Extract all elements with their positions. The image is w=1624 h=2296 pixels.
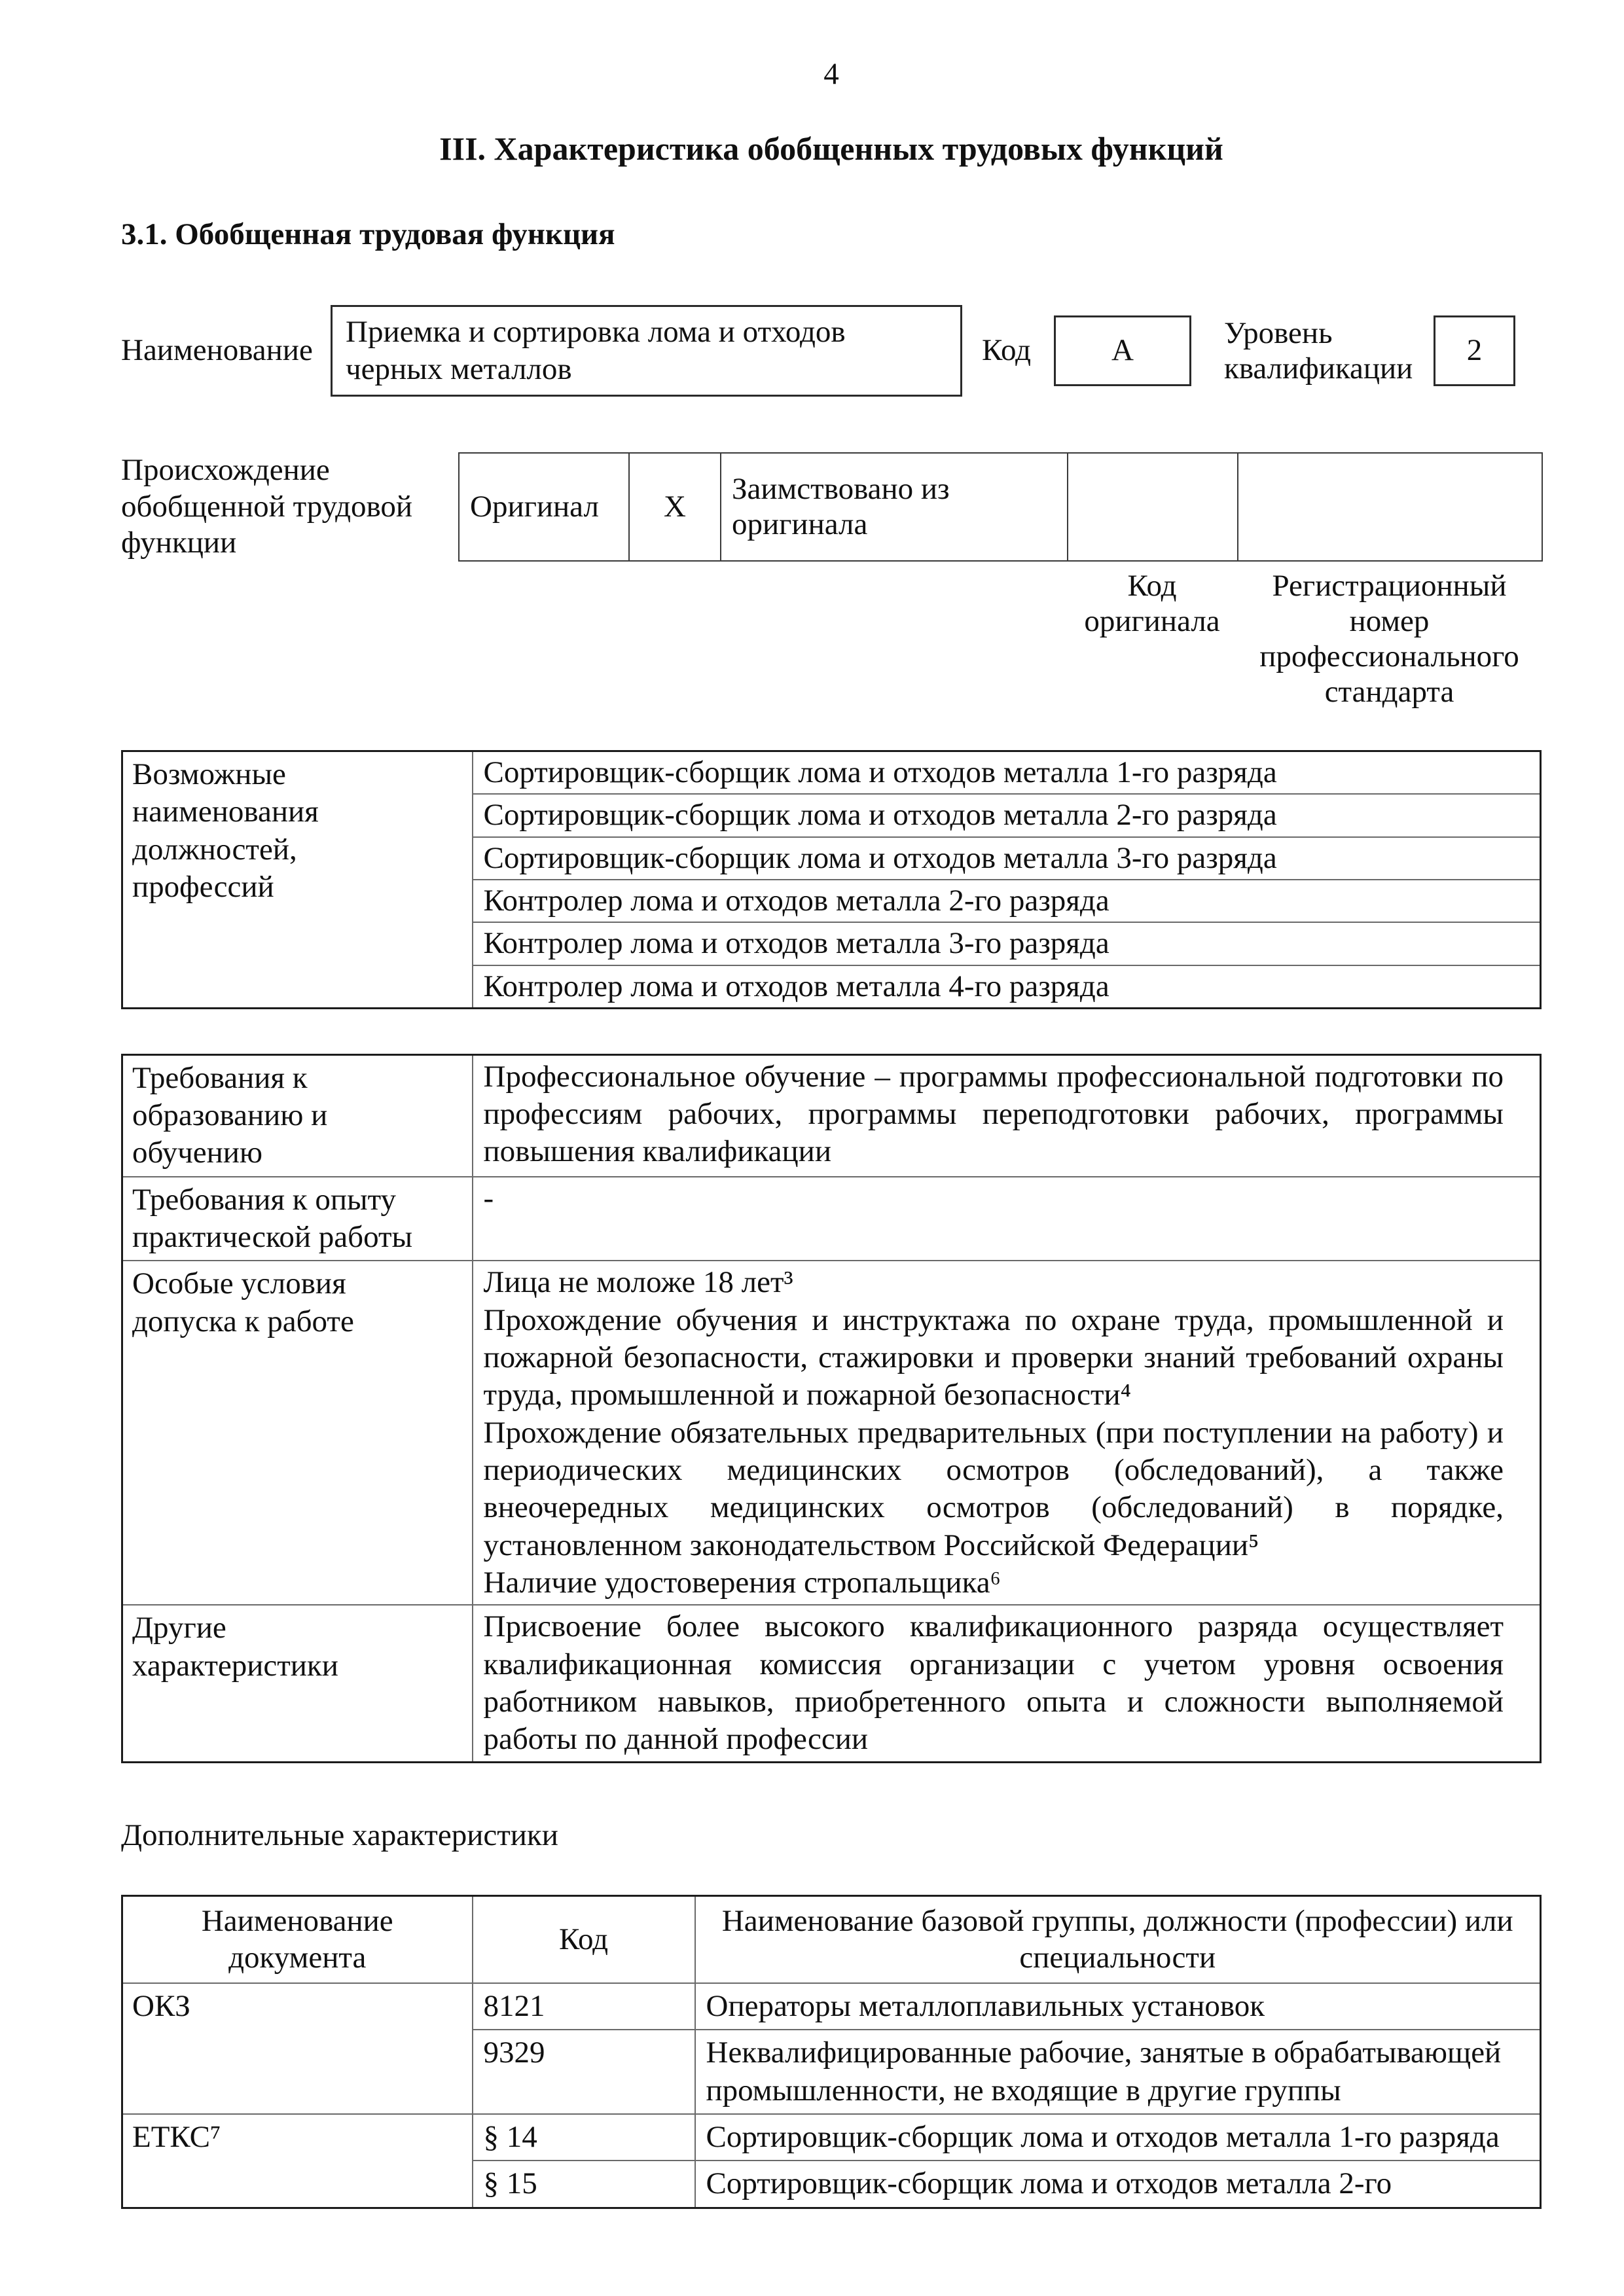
origin-mark-cell: X: [629, 453, 721, 560]
page-number: 4: [823, 57, 839, 91]
special-conditions-paragraph: Прохождение обязательных предварительных (при поступлении на работу) и периодических медицинских осмотров (обследований), а также внеочередных медицинских осмотров (обследований) в порядке, установленном законодательством Российской Федерации⁵: [483, 1415, 1504, 1562]
other-characteristics-label: Другие характеристики: [122, 1605, 473, 1762]
table-row: [122, 2114, 1541, 2161]
origin-borrowed-cell: Заимствовано из оригинала: [721, 453, 1068, 560]
column-header-document: Наименование документа: [122, 1896, 473, 1983]
origin-row: [121, 452, 1542, 561]
qualification-level-label: Уровень квалификации: [1224, 315, 1413, 386]
education-requirements-value: Профессиональное обучение – программы профессиональной подготовки по профессиям рабочих, программы переподготовки рабочих, программы повышения квалификации: [473, 1054, 1541, 1176]
document-cell: ЕТКС⁷: [122, 2114, 473, 2208]
job-titles-table: [121, 750, 1542, 1009]
name-label: Наименование: [121, 333, 313, 368]
function-name-row: [121, 305, 1542, 397]
origin-original-cell: Оригинал: [459, 453, 629, 560]
code-label: Код: [982, 333, 1032, 368]
document-cell: ОКЗ: [122, 1983, 473, 2114]
job-title-item: Сортировщик-сборщик лома и отходов металла 3-го разряда: [473, 837, 1541, 880]
qualification-level-box: 2: [1434, 315, 1515, 386]
special-conditions-paragraph: Лица не моложе 18 лет³: [483, 1265, 793, 1300]
special-conditions-paragraph: Прохождение обучения и инструктажа по охране труда, промышленной и пожарной безопасности, стажировки и проверки знаний требований охраны труда, промышленной и пожарной безопасности⁴: [483, 1302, 1504, 1412]
additional-characteristics-title: Дополнительные характеристики: [121, 1818, 558, 1852]
group-name-cell: Сортировщик-сборщик лома и отходов металла 2-го: [695, 2161, 1541, 2208]
job-title-item: Контролер лома и отходов металла 4-го разряда: [473, 965, 1541, 1009]
subsection-title: 3.1. Обобщенная трудовая функция: [121, 217, 615, 252]
code-cell: § 14: [473, 2114, 695, 2161]
table-row: [122, 1983, 1541, 2030]
code-cell: 9329: [473, 2030, 695, 2114]
special-conditions-label: Особые условия допуска к работе: [122, 1261, 473, 1605]
name-value: Приемка и сортировка лома и отходов черных металлов: [346, 314, 846, 386]
additional-characteristics-table: [121, 1895, 1542, 2209]
origin-regnumber-caption: Регистрационный номер профессионального стандарта: [1259, 568, 1519, 709]
group-name-cell: Операторы металлоплавильных установок: [695, 1983, 1541, 2030]
education-requirements-label: Требования к образованию и обучению: [122, 1054, 473, 1176]
section-title: III. Характеристика обобщенных трудовых функций: [439, 130, 1223, 168]
origin-regnumber-cell: [1238, 453, 1542, 560]
column-header-group-name: Наименование базовой группы, должности (профессии) или специальности: [695, 1896, 1541, 1983]
job-titles-label: Возможные наименования должностей, профессий: [122, 751, 473, 1008]
code-cell: 8121: [473, 1983, 695, 2030]
code-value-box: А: [1054, 315, 1191, 386]
code-cell: § 15: [473, 2161, 695, 2208]
requirements-table: [121, 1054, 1542, 1763]
job-title-item: Сортировщик-сборщик лома и отходов металла 1-го разряда: [473, 751, 1541, 794]
experience-requirements-label: Требования к опыту практической работы: [122, 1177, 473, 1261]
job-title-item: Сортировщик-сборщик лома и отходов металла 2-го разряда: [473, 794, 1541, 836]
other-characteristics-value: Присвоение более высокого квалификационного разряда осуществляет квалификационная комиссия организации с учетом уровня освоения работником навыков, приобретенного опыта и сложности выполняемой работы по данной профессии: [473, 1605, 1541, 1762]
origin-code-cell: [1068, 453, 1238, 560]
origin-captions: [121, 568, 1542, 709]
job-title-item: Контролер лома и отходов металла 3-го разряда: [473, 922, 1541, 965]
origin-label: Происхождение обобщенной трудовой функции: [121, 453, 413, 560]
origin-table: [458, 452, 1543, 561]
special-conditions-paragraph: Наличие удостоверения стропальщика⁶: [483, 1566, 1001, 1600]
group-name-cell: Неквалифицированные рабочие, занятые в обрабатывающей промышленности, не входящие в другие группы: [695, 2030, 1541, 2114]
origin-code-caption: Код оригинала: [1084, 568, 1220, 638]
name-value-box: [331, 305, 962, 397]
special-conditions-value: [473, 1261, 1541, 1605]
experience-requirements-value: -: [473, 1177, 1541, 1261]
job-title-item: Контролер лома и отходов металла 2-го разряда: [473, 880, 1541, 922]
column-header-code: Код: [473, 1896, 695, 1983]
group-name-cell: Сортировщик-сборщик лома и отходов металла 1-го разряда: [695, 2114, 1541, 2161]
